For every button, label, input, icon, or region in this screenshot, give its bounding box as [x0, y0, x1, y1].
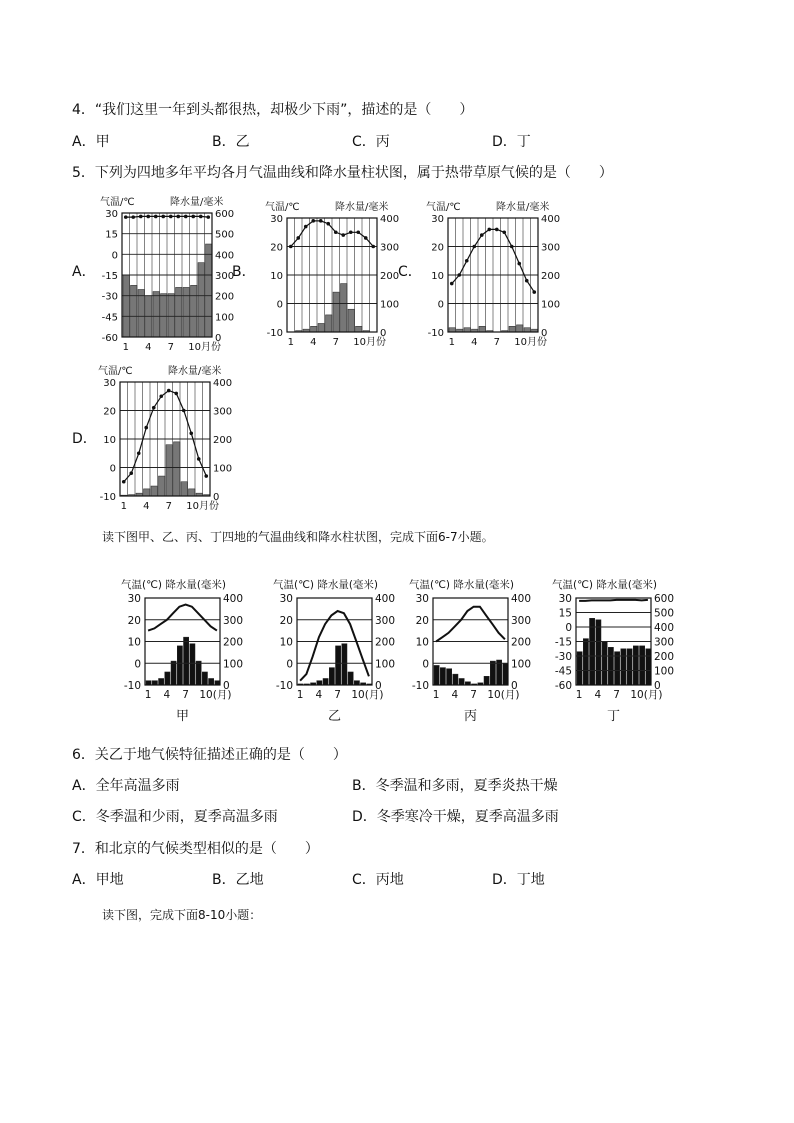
- temperature-point: [495, 228, 499, 232]
- temperature-point: [487, 228, 491, 232]
- y-tick-label: 10: [127, 636, 141, 649]
- temperature-point: [304, 225, 308, 229]
- y-tick-label: 30: [558, 593, 572, 605]
- q7-option-c[interactable]: C．丙地: [352, 872, 404, 888]
- x-tick-label: 4: [310, 337, 317, 348]
- y-tick-label: -10: [123, 680, 141, 692]
- temperature-curve: [148, 605, 217, 631]
- x-tick-label: 1: [296, 689, 304, 701]
- precipitation-bar: [202, 672, 207, 685]
- temperature-point: [152, 406, 156, 410]
- y-tick-label: 0: [437, 299, 444, 311]
- precipitation-bar: [138, 289, 145, 337]
- y2-tick-label: 0: [380, 328, 387, 339]
- temperature-point: [154, 215, 158, 219]
- y2-tick-label: 200: [213, 435, 233, 446]
- precipitation-bar: [333, 292, 340, 332]
- y2-tick-label: 400: [213, 378, 233, 389]
- y2-tick-label: 100: [654, 665, 675, 678]
- y2-tick-label: 100: [213, 463, 233, 475]
- precipitation-bar: [453, 674, 458, 685]
- x-tick-label: 7: [165, 501, 172, 512]
- precipitation-bar: [190, 644, 195, 685]
- y2-tick-label: 0: [213, 492, 220, 503]
- y-tick-label: -30: [554, 651, 572, 663]
- y2-tick-label: 200: [654, 651, 675, 663]
- y2-tick-label: 400: [541, 214, 561, 225]
- y2-tick-label: 300: [511, 614, 532, 627]
- x-tick-label: 10月份: [353, 337, 386, 348]
- y-tick-label: 20: [127, 614, 141, 627]
- temperature-point: [169, 215, 173, 219]
- y2-tick-label: 300: [213, 406, 233, 418]
- precipitation-bar: [596, 620, 601, 685]
- y-tick-label: -10: [411, 680, 429, 692]
- precipitation-bar: [627, 649, 632, 685]
- y-tick-label: 20: [415, 614, 429, 627]
- precipitation-bar: [209, 678, 214, 685]
- precipitation-bar: [174, 442, 181, 496]
- climate-chart-d: [90, 357, 240, 517]
- precipitation-bar: [152, 681, 157, 685]
- x-tick-label: 10(月): [199, 689, 232, 701]
- y2-tick-label: 200: [380, 271, 400, 282]
- precipitation-axis-title: 降水量/毫米: [168, 366, 222, 377]
- y-tick-label: 0: [134, 658, 141, 671]
- temperature-point: [532, 290, 536, 294]
- temperature-point: [510, 245, 514, 249]
- y-tick-label: -60: [101, 333, 118, 344]
- precipitation-bar: [311, 326, 318, 332]
- x-tick-label: 4: [315, 689, 323, 701]
- precipitation-bar: [341, 284, 348, 332]
- x-tick-label: 10(月): [351, 689, 384, 701]
- precipitation-bar: [183, 287, 190, 337]
- y2-tick-label: 0: [223, 680, 230, 692]
- temperature-point: [517, 262, 521, 266]
- y2-tick-label: 500: [654, 607, 675, 620]
- x-tick-label: 7: [332, 337, 339, 348]
- x-tick-label: 4: [451, 689, 459, 701]
- climate-chart-jia: [118, 572, 248, 732]
- y2-tick-label: 300: [215, 271, 235, 282]
- temperature-point: [480, 233, 484, 237]
- y2-tick-label: 100: [380, 299, 400, 311]
- temperature-point: [289, 245, 293, 249]
- temperature-point: [189, 432, 193, 436]
- temperature-point: [124, 215, 128, 219]
- y-tick-label: 30: [127, 593, 141, 605]
- precipitation-bar: [602, 642, 607, 686]
- temperature-point: [191, 215, 195, 219]
- y2-tick-label: 200: [511, 636, 532, 649]
- y-tick-label: -45: [101, 312, 118, 324]
- x-tick-label: 7: [613, 689, 620, 701]
- temperature-curve: [579, 600, 648, 601]
- y-tick-label: 0: [109, 463, 116, 475]
- precipitation-bar: [484, 676, 489, 685]
- y-tick-label: 10: [279, 636, 293, 649]
- y2-tick-label: 400: [375, 593, 396, 605]
- y2-tick-label: 300: [654, 636, 675, 649]
- temperature-point: [167, 389, 171, 393]
- y-tick-label: 20: [279, 614, 293, 627]
- temperature-point: [139, 215, 143, 219]
- temperature-point: [356, 230, 360, 234]
- precipitation-bar: [181, 482, 188, 496]
- y2-tick-label: 600: [654, 593, 675, 605]
- y-tick-label: 20: [270, 242, 283, 254]
- precipitation-bar: [479, 326, 486, 332]
- chart-name: 丙: [463, 709, 478, 724]
- precipitation-bar: [159, 678, 164, 685]
- precipitation-bar: [646, 649, 651, 685]
- y-tick-label: 20: [103, 406, 116, 418]
- y2-tick-label: 100: [541, 299, 561, 311]
- y-tick-label: 10: [431, 271, 444, 282]
- q4-option-a[interactable]: A．甲: [72, 134, 110, 150]
- temperature-point: [364, 236, 368, 240]
- precipitation-bar: [206, 244, 213, 337]
- temperature-point: [502, 230, 506, 234]
- precipitation-bar: [640, 646, 645, 685]
- precipitation-bar: [166, 445, 173, 496]
- precipitation-bar: [633, 646, 638, 685]
- x-tick-label: 7: [493, 337, 500, 348]
- y-tick-label: -10: [275, 680, 293, 692]
- y-tick-label: -30: [101, 291, 118, 303]
- temperature-axis-title: 气温/℃: [426, 202, 461, 213]
- q4-option-b[interactable]: B．乙: [212, 134, 250, 150]
- precipitation-bar: [168, 294, 175, 337]
- precipitation-bar: [191, 285, 198, 337]
- q5-option-d[interactable]: D．: [72, 431, 97, 447]
- x-tick-label: 10月份: [188, 342, 221, 353]
- y-tick-label: 30: [105, 209, 118, 220]
- temperature-point: [296, 236, 300, 240]
- precipitation-bar: [459, 678, 464, 685]
- precipitation-bar: [583, 639, 588, 685]
- chart-header: 气温(℃) 降水量(毫米): [409, 579, 515, 591]
- precipitation-bar: [447, 669, 452, 685]
- precipitation-bar: [161, 294, 168, 337]
- precipitation-bar: [517, 325, 524, 332]
- temperature-point: [182, 409, 186, 413]
- climate-chart-yi: [264, 572, 394, 732]
- precipitation-bar: [176, 287, 183, 337]
- precipitation-bar: [464, 328, 471, 332]
- temperature-point: [197, 457, 201, 461]
- climate-chart-b: [255, 193, 405, 353]
- y-tick-label: -15: [554, 636, 572, 649]
- y2-tick-label: 100: [375, 658, 396, 671]
- y-tick-label: 0: [422, 658, 429, 671]
- temperature-point: [159, 394, 163, 398]
- temperature-point: [311, 219, 315, 223]
- temperature-point: [144, 426, 148, 430]
- y-tick-label: 10: [103, 435, 116, 446]
- precipitation-bar: [497, 660, 502, 685]
- temperature-point: [161, 215, 165, 219]
- temperature-point: [137, 451, 141, 455]
- y2-tick-label: 200: [541, 271, 561, 282]
- y-tick-label: 30: [431, 214, 444, 225]
- y2-tick-label: 400: [215, 250, 235, 262]
- temperature-point: [206, 215, 210, 219]
- precipitation-bar: [131, 285, 138, 337]
- precipitation-axis-title: 降水量/毫米: [170, 197, 224, 208]
- temperature-axis-title: 气温/℃: [265, 202, 300, 213]
- q7-option-a[interactable]: A．甲地: [72, 872, 124, 888]
- temperature-point: [319, 219, 323, 223]
- x-tick-label: 1: [287, 337, 294, 348]
- y2-tick-label: 0: [654, 680, 661, 692]
- temperature-point: [174, 392, 178, 396]
- chart-header: 气温(℃) 降水量(毫米): [552, 579, 658, 591]
- temperature-point: [129, 471, 133, 475]
- y2-tick-label: 100: [511, 658, 532, 671]
- y-tick-label: -60: [554, 680, 572, 692]
- precipitation-bar: [153, 292, 160, 337]
- y2-tick-label: 200: [375, 636, 396, 649]
- y-tick-label: 0: [276, 299, 283, 311]
- y-tick-label: 15: [558, 607, 572, 620]
- precipitation-bar: [336, 646, 341, 685]
- precipitation-bar: [151, 486, 158, 496]
- precipitation-bar: [490, 661, 495, 685]
- precipitation-bar: [215, 681, 220, 685]
- temperature-point: [371, 245, 375, 249]
- climate-chart-a: [90, 188, 240, 358]
- precipitation-bar: [348, 672, 353, 685]
- x-tick-label: 4: [163, 689, 171, 701]
- q4-option-c[interactable]: C．丙: [352, 134, 390, 150]
- precipitation-bar: [621, 649, 626, 685]
- y2-tick-label: 400: [380, 214, 400, 225]
- temperature-point: [457, 273, 461, 277]
- temperature-point: [525, 279, 529, 283]
- chart-header: 气温(℃) 降水量(毫米): [121, 579, 227, 591]
- temperature-point: [472, 245, 476, 249]
- y2-tick-label: 0: [511, 680, 518, 692]
- precipitation-axis-title: 降水量/毫米: [496, 202, 550, 213]
- temperature-point: [176, 215, 180, 219]
- q6-option-c[interactable]: C．冬季温和少雨，夏季高温多雨: [72, 809, 278, 825]
- precipitation-bar: [524, 328, 531, 332]
- temperature-point: [204, 474, 208, 478]
- temperature-point: [341, 233, 345, 237]
- x-tick-label: 10(月): [630, 689, 663, 701]
- y-tick-label: 30: [415, 593, 429, 605]
- precipitation-bar: [449, 328, 456, 332]
- x-tick-label: 4: [143, 501, 150, 512]
- temperature-curve: [436, 607, 505, 642]
- climate-chart-bing: [404, 572, 534, 732]
- temperature-point: [349, 230, 353, 234]
- x-tick-label: 1: [122, 342, 129, 353]
- precipitation-bar: [608, 647, 613, 685]
- y2-tick-label: 200: [223, 636, 244, 649]
- precipitation-bar: [323, 678, 328, 685]
- precipitation-bar: [342, 644, 347, 685]
- q7-option-d[interactable]: D．丁地: [492, 872, 545, 888]
- precipitation-bar: [509, 326, 516, 332]
- x-tick-label: 1: [448, 337, 455, 348]
- precipitation-bar: [356, 326, 363, 332]
- precipitation-bar: [146, 681, 151, 685]
- y2-tick-label: 100: [215, 312, 235, 324]
- temperature-curve: [126, 216, 209, 217]
- y2-tick-label: 100: [223, 658, 244, 671]
- temperature-point: [326, 222, 330, 226]
- x-tick-label: 1: [144, 689, 152, 701]
- precipitation-bar: [326, 315, 333, 332]
- chart-name: 甲: [175, 709, 190, 724]
- temperature-point: [122, 480, 126, 484]
- q6-stem: 6．关乙于地气候特征描述正确的是（ ）: [72, 747, 347, 763]
- precipitation-bar: [184, 637, 189, 685]
- x-tick-label: 1: [575, 689, 583, 701]
- y-tick-label: 0: [565, 622, 572, 634]
- y-tick-label: 30: [270, 214, 283, 225]
- precipitation-bar: [354, 681, 359, 685]
- precipitation-bar: [329, 668, 334, 685]
- precipitation-bar: [318, 323, 325, 332]
- precipitation-bar: [615, 652, 620, 685]
- y-tick-label: -45: [554, 665, 572, 678]
- x-tick-label: 4: [145, 342, 152, 353]
- y2-tick-label: 300: [375, 614, 396, 627]
- climate-chart-c: [420, 193, 570, 353]
- temperature-point: [465, 259, 469, 263]
- y2-tick-label: 300: [380, 242, 400, 254]
- precipitation-bar: [123, 275, 130, 337]
- y-tick-label: 15: [105, 229, 118, 241]
- q5-option-a[interactable]: A．: [72, 264, 96, 280]
- x-tick-label: 10月份: [186, 501, 219, 512]
- precipitation-bar: [434, 665, 439, 685]
- precipitation-bar: [189, 489, 196, 496]
- y-tick-label: 30: [279, 593, 293, 605]
- q5-stem: 5．下列为四地多年平均各月气温曲线和降水量柱状图，属于热带草原气候的是（ ）: [72, 165, 613, 181]
- y2-tick-label: 200: [215, 291, 235, 303]
- y2-tick-label: 400: [223, 593, 244, 605]
- climate-chart-ding: [546, 572, 686, 732]
- temperature-point: [450, 282, 454, 286]
- q6-option-b[interactable]: B．冬季温和多雨，夏季炎热干燥: [352, 778, 558, 794]
- y-tick-label: -10: [99, 492, 116, 503]
- temperature-point: [334, 230, 338, 234]
- precipitation-bar: [317, 681, 322, 685]
- precipitation-bar: [348, 309, 355, 332]
- y-tick-label: 30: [103, 378, 116, 389]
- temperature-point: [146, 215, 150, 219]
- temperature-axis-title: 气温/℃: [98, 366, 133, 377]
- q4-option-d[interactable]: D．丁: [492, 134, 531, 150]
- y-tick-label: -10: [266, 328, 283, 339]
- precipitation-bar: [440, 668, 445, 685]
- precipitation-bar: [144, 489, 151, 496]
- y2-tick-label: 400: [654, 622, 675, 634]
- y2-tick-label: 0: [375, 680, 382, 692]
- q7-option-b[interactable]: B．乙地: [212, 872, 264, 888]
- precipitation-bar: [177, 646, 182, 685]
- y2-tick-label: 300: [223, 614, 244, 627]
- precipitation-bar: [503, 663, 508, 685]
- y-tick-label: 10: [270, 271, 283, 282]
- x-tick-label: 4: [471, 337, 478, 348]
- y-tick-label: 20: [431, 242, 444, 254]
- precipitation-bar: [198, 263, 205, 337]
- chart-header: 气温(℃) 降水量(毫米): [273, 579, 379, 591]
- chart-name: 丁: [606, 709, 621, 724]
- y-tick-label: -15: [101, 271, 118, 282]
- y2-tick-label: 500: [215, 229, 235, 241]
- precipitation-bar: [171, 661, 176, 685]
- y-tick-label: -10: [427, 328, 444, 339]
- x-tick-label: 1: [120, 501, 127, 512]
- q6-option-a[interactable]: A．全年高温多雨: [72, 778, 180, 794]
- precipitation-bar: [196, 661, 201, 685]
- q7-stem: 7．和北京的气候类型相似的是（ ）: [72, 841, 319, 857]
- x-tick-label: 10(月): [487, 689, 520, 701]
- chart-name: 乙: [327, 709, 342, 724]
- y2-tick-label: 600: [215, 209, 235, 220]
- x-tick-label: 7: [182, 689, 189, 701]
- temperature-point: [184, 215, 188, 219]
- x-tick-label: 10月份: [514, 337, 547, 348]
- intro-6-7: 读下图甲、乙、丙、丁四地的气温曲线和降水柱状图，完成下面6-7小题。: [102, 530, 494, 544]
- x-tick-label: 4: [594, 689, 602, 701]
- y2-tick-label: 300: [541, 242, 561, 254]
- q4-stem: 4．“我们这里一年到头都很热，却极少下雨”，描述的是（ ）: [72, 102, 474, 118]
- y-tick-label: 0: [286, 658, 293, 671]
- x-tick-label: 7: [167, 342, 174, 353]
- precipitation-bar: [577, 652, 582, 685]
- y2-tick-label: 0: [215, 333, 222, 344]
- y-tick-label: 0: [111, 250, 118, 262]
- precipitation-axis-title: 降水量/毫米: [335, 202, 389, 213]
- x-tick-label: 7: [470, 689, 477, 701]
- precipitation-bar: [165, 672, 170, 685]
- intro-8-10: 读下图，完成下面8-10小题：: [102, 908, 262, 922]
- precipitation-bar: [590, 618, 595, 685]
- temperature-axis-title: 气温/℃: [100, 197, 135, 208]
- q5-option-b[interactable]: B．: [232, 264, 256, 280]
- y-tick-label: 10: [415, 636, 429, 649]
- y2-tick-label: 400: [511, 593, 532, 605]
- x-tick-label: 1: [432, 689, 440, 701]
- temperature-point: [131, 215, 135, 219]
- q6-option-d[interactable]: D．冬季寒冷干燥，夏季高温多雨: [352, 809, 559, 825]
- y2-tick-label: 0: [541, 328, 548, 339]
- q5-option-c[interactable]: C．: [398, 264, 422, 280]
- precipitation-bar: [159, 476, 166, 496]
- temperature-point: [199, 215, 203, 219]
- x-tick-label: 7: [334, 689, 341, 701]
